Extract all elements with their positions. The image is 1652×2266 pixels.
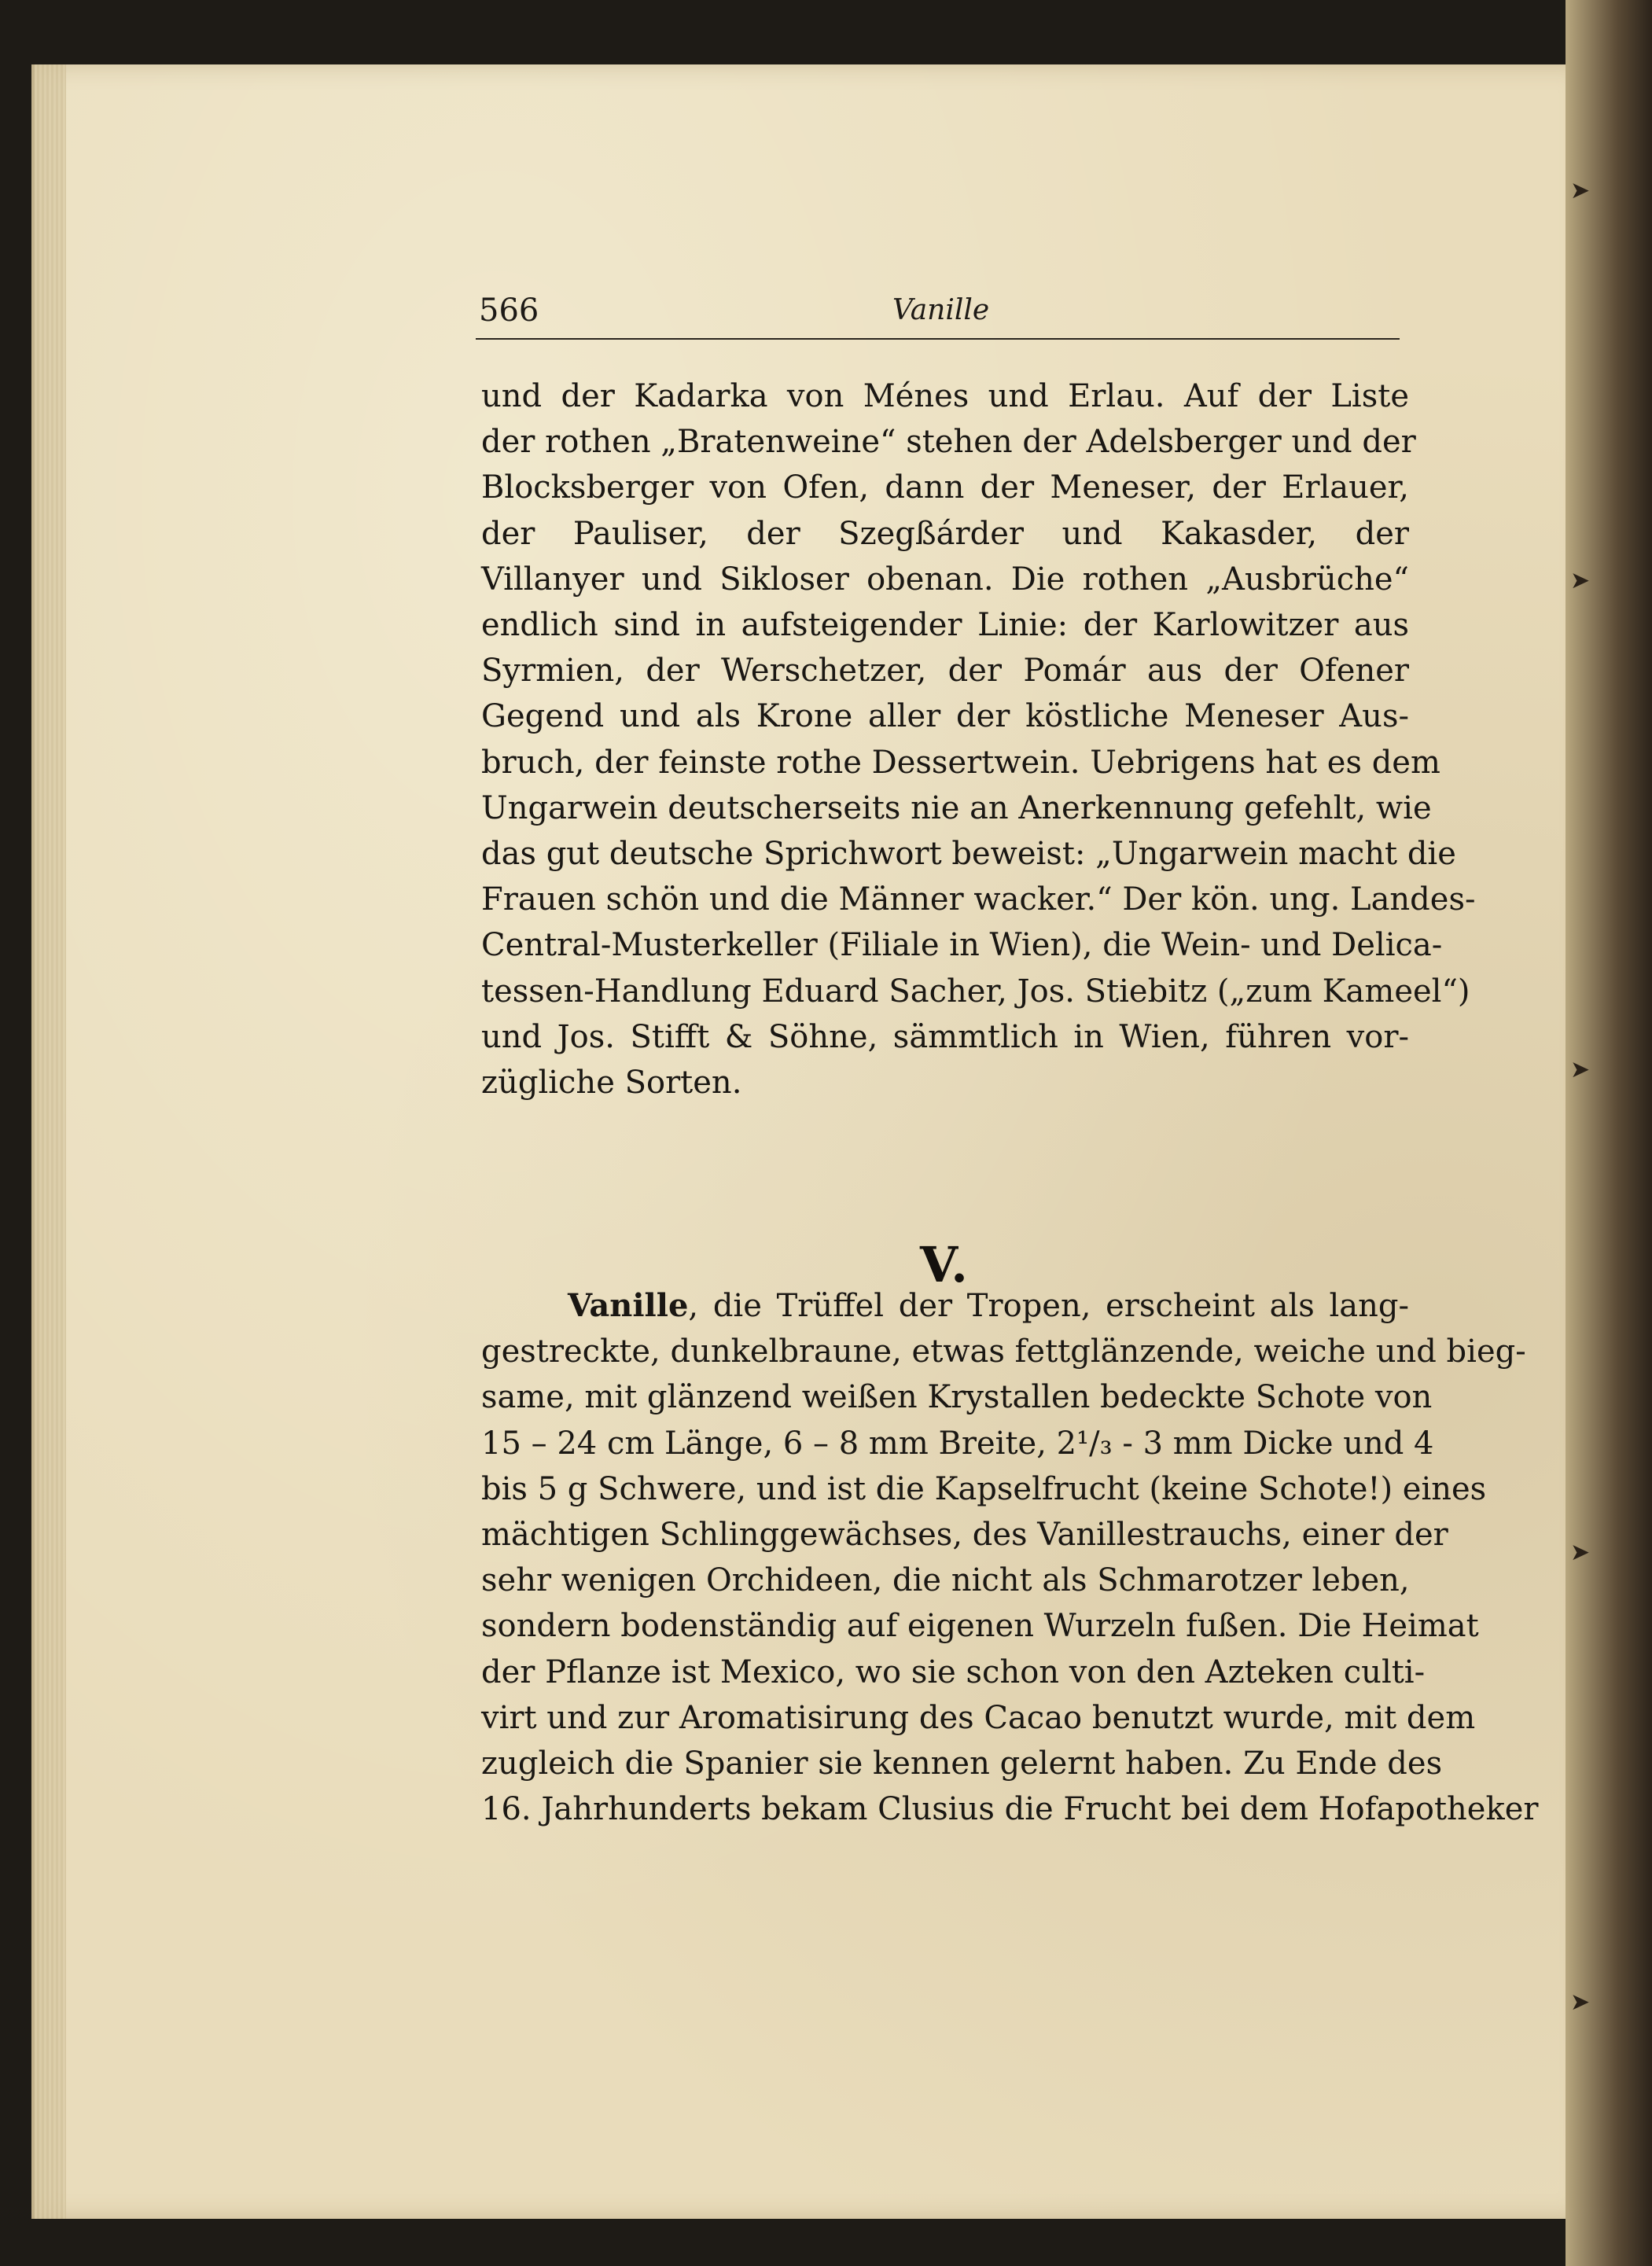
page-edge-stack <box>31 64 66 2219</box>
text-line: mächtigen Schlinggewächses, des Vanillestrauchs, einer der <box>481 1517 1448 1554</box>
text-line: Central-Musterkeller (Filiale in Wien), die Wein- und Delica- <box>481 927 1443 964</box>
text-line: der Pflanze ist Mexico, wo sie schon von den Azteken culti- <box>481 1654 1426 1690</box>
text-line: der Pauliser, der Szegßárder und Kakasder, der <box>481 515 1409 552</box>
text-line: Ungarwein deutscherseits nie an Anerkennung gefehlt, wie <box>481 789 1432 826</box>
text-line: und Jos. Stifft & Söhne, sämmtlich in Wien, führen vor- <box>481 1018 1409 1055</box>
text-line: Villanyer und Sikloser obenan. Die rothen „Ausbrüche“ <box>481 561 1409 598</box>
binding-stitch-icon: ➤ <box>1570 567 1591 594</box>
text-line: Blocksberger von Ofen, dann der Meneser, der Erlauer, <box>481 469 1409 506</box>
binding-stitch-icon: ➤ <box>1570 1988 1591 2016</box>
binding-stitch-icon: ➤ <box>1570 1056 1591 1083</box>
text-line: tessen-Handlung Eduard Sacher, Jos. Stiebitz („zum Kameel“) <box>481 973 1470 1010</box>
page-number: 566 <box>479 292 539 329</box>
entry-lemma: Vanille <box>568 1287 689 1324</box>
entry-first-line-text: , die Trüffel der Tropen, erscheint als lang- <box>688 1288 1409 1324</box>
text-line: zügliche Sorten. <box>481 1065 742 1102</box>
text-line: sehr wenigen Orchideen, die nicht als Schmarotzer leben, <box>481 1562 1410 1599</box>
header-rule <box>476 338 1400 340</box>
section-letter-heading: V. <box>920 1236 969 1293</box>
binding-stitch-icon: ➤ <box>1570 1539 1591 1566</box>
book-spine <box>1566 0 1652 2266</box>
text-line: zugleich die Spanier sie kennen gelernt haben. Zu Ende des <box>481 1745 1443 1782</box>
text-line: bruch, der feinste rothe Dessertwein. Uebrigens hat es dem <box>481 744 1440 781</box>
binding-stitch-icon: ➤ <box>1570 177 1591 204</box>
text-line: same, mit glänzend weißen Krystallen bedeckte Schote von <box>481 1379 1433 1416</box>
text-line: 16. Jahrhunderts bekam Clusius die Frucht bei dem Hofapotheker <box>481 1791 1539 1828</box>
text-line: das gut deutsche Sprichwort beweist: „Ungarwein macht die <box>481 836 1456 873</box>
vanille-entry-paragraph <box>481 1283 1539 1832</box>
entry-first-line <box>481 1283 1409 1329</box>
text-line: Syrmien, der Werschetzer, der Pomár aus der Ofener <box>481 653 1409 690</box>
text-line: der rothen „Bratenweine“ stehen der Adelsberger und der <box>481 424 1416 461</box>
page-header <box>476 292 1400 341</box>
text-line: und der Kadarka von Ménes und Erlau. Auf der Liste <box>481 378 1409 414</box>
text-line: 15 – 24 cm Länge, 6 – 8 mm Breite, 2¹/₃ - 3 mm Dicke und 4 <box>481 1425 1434 1462</box>
continuation-paragraph <box>481 373 1476 1105</box>
text-line: endlich sind in aufsteigender Linie: der Karlowitzer aus <box>481 607 1409 644</box>
running-head: Vanille <box>892 294 990 326</box>
text-line: virt und zur Aromatisirung des Cacao benutzt wurde, mit dem <box>481 1699 1476 1736</box>
text-line: sondern bodenständig auf eigenen Wurzeln fußen. Die Heimat <box>481 1608 1479 1645</box>
text-line: Frauen schön und die Männer wacker.“ Der kön. ung. Landes- <box>481 881 1476 918</box>
text-line: gestreckte, dunkelbraune, etwas fettglänzende, weiche und bieg- <box>481 1333 1526 1370</box>
text-line: bis 5 g Schwere, und ist die Kapselfrucht (keine Schote!) eines <box>481 1470 1487 1507</box>
text-line: Gegend und als Krone aller der köstliche Meneser Aus- <box>481 698 1409 735</box>
